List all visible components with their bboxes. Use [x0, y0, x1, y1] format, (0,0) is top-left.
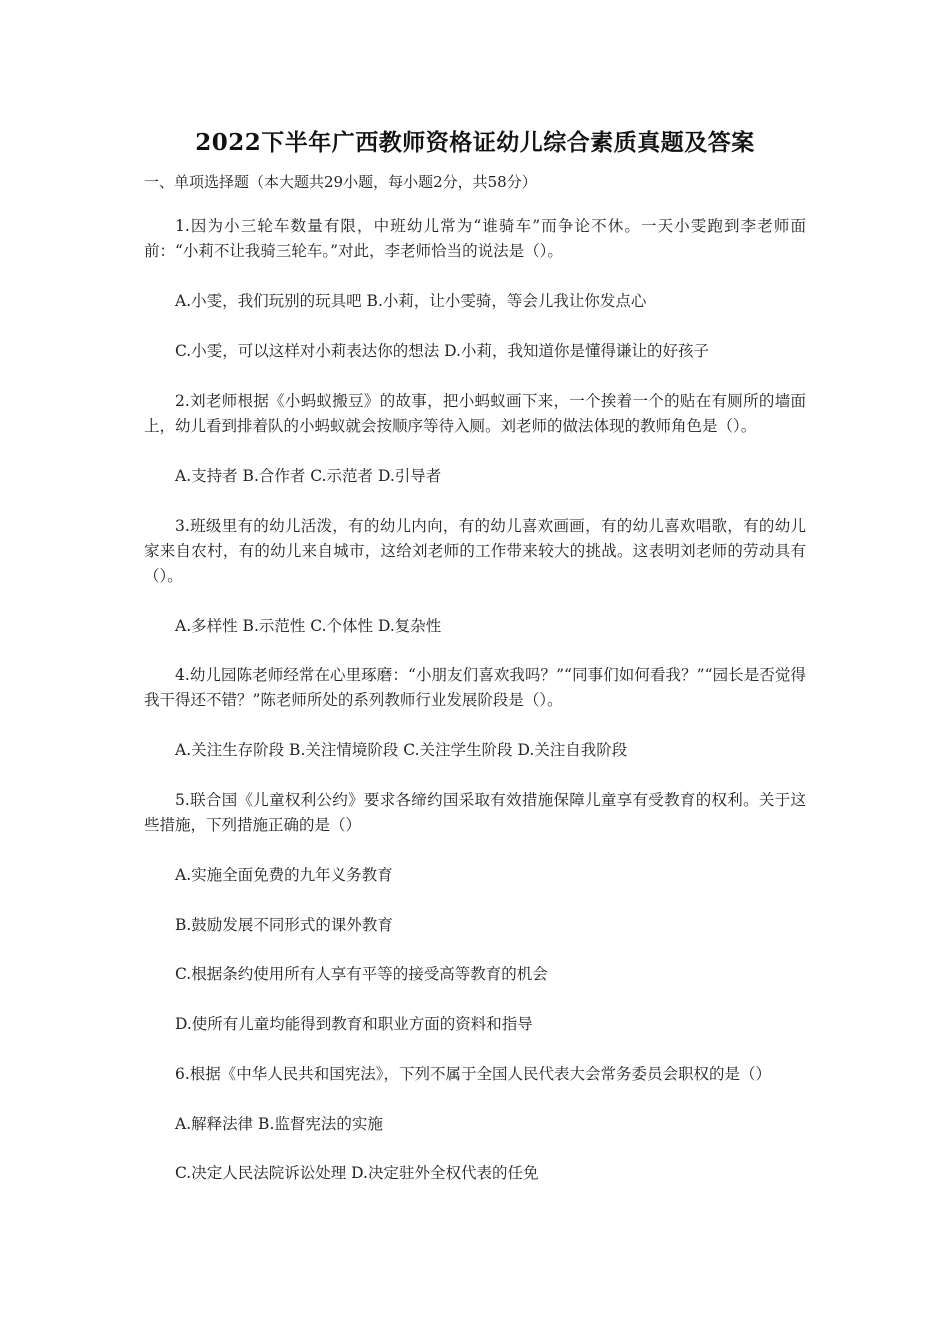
question-5-option-d: D.使所有儿童均能得到教育和职业方面的资料和指导	[175, 1015, 533, 1033]
question-3-options: A.多样性 B.示范性 C.个体性 D.复杂性	[175, 617, 442, 635]
question-stem-4: 4.幼儿园陈老师经常在心里琢磨：“小朋友们喜欢我吗？”“同事们如何看我？”“园长是否觉得我干得还不错？”陈老师所处的系列教师行业发展阶段是（）。	[144, 666, 806, 709]
question-stem-2: 2.刘老师根据《小蚂蚁搬豆》的故事，把小蚂蚁画下来，一个挨着一个的贴在有厕所的墙面上，幼儿看到排着队的小蚂蚁就会按顺序等待入厕。刘老师的做法体现的教师角色是（）。	[144, 392, 806, 435]
question-6-options-line-1: A.解释法律 B.监督宪法的实施	[175, 1115, 383, 1133]
question-5-option-b: B.鼓励发展不同形式的课外教育	[175, 916, 393, 934]
question-stem-1: 1.因为小三轮车数量有限，中班幼儿常为“谁骑车”而争论不休。一天小雯跑到李老师面前：“小莉不让我骑三轮车。”对此，李老师恰当的说法是（）。	[144, 217, 806, 260]
question-2-options: A.支持者 B.合作者 C.示范者 D.引导者	[175, 467, 442, 485]
document-title: 2022下半年广西教师资格证幼儿综合素质真题及答案	[195, 129, 755, 156]
question-stem-5: 5.联合国《儿童权利公约》要求各缔约国采取有效措施保障儿童享有受教育的权利。关于这些措施，下列措施正确的是（）	[144, 791, 806, 834]
question-1-options-line-2: C.小雯，可以这样对小莉表达你的想法 D.小莉，我知道你是懂得谦让的好孩子	[175, 342, 709, 360]
question-5-option-c: C.根据条约使用所有人享有平等的接受高等教育的机会	[175, 965, 548, 983]
question-1-options-line-1: A.小雯，我们玩别的玩具吧 B.小莉，让小雯骑，等会儿我让你发点心	[175, 292, 647, 310]
question-5-option-a: A.实施全面免费的九年义务教育	[175, 866, 393, 884]
section-heading: 一、单项选择题（本大题共29小题，每小题2分，共58分）	[144, 173, 537, 191]
question-4-options: A.关注生存阶段 B.关注情境阶段 C.关注学生阶段 D.关注自我阶段	[175, 741, 628, 759]
question-6-options-line-2: C.决定人民法院诉讼处理 D.决定驻外全权代表的任免	[175, 1164, 539, 1182]
question-stem-3: 3.班级里有的幼儿活泼，有的幼儿内向，有的幼儿喜欢画画，有的幼儿喜欢唱歌，有的幼儿家来自农村，有的幼儿来自城市，这给刘老师的工作带来较大的挑战。这表明刘老师的劳动具有（）。	[144, 517, 806, 585]
question-stem-6: 6.根据《中华人民共和国宪法》，下列不属于全国人民代表大会常务委员会职权的是（）	[175, 1065, 772, 1083]
